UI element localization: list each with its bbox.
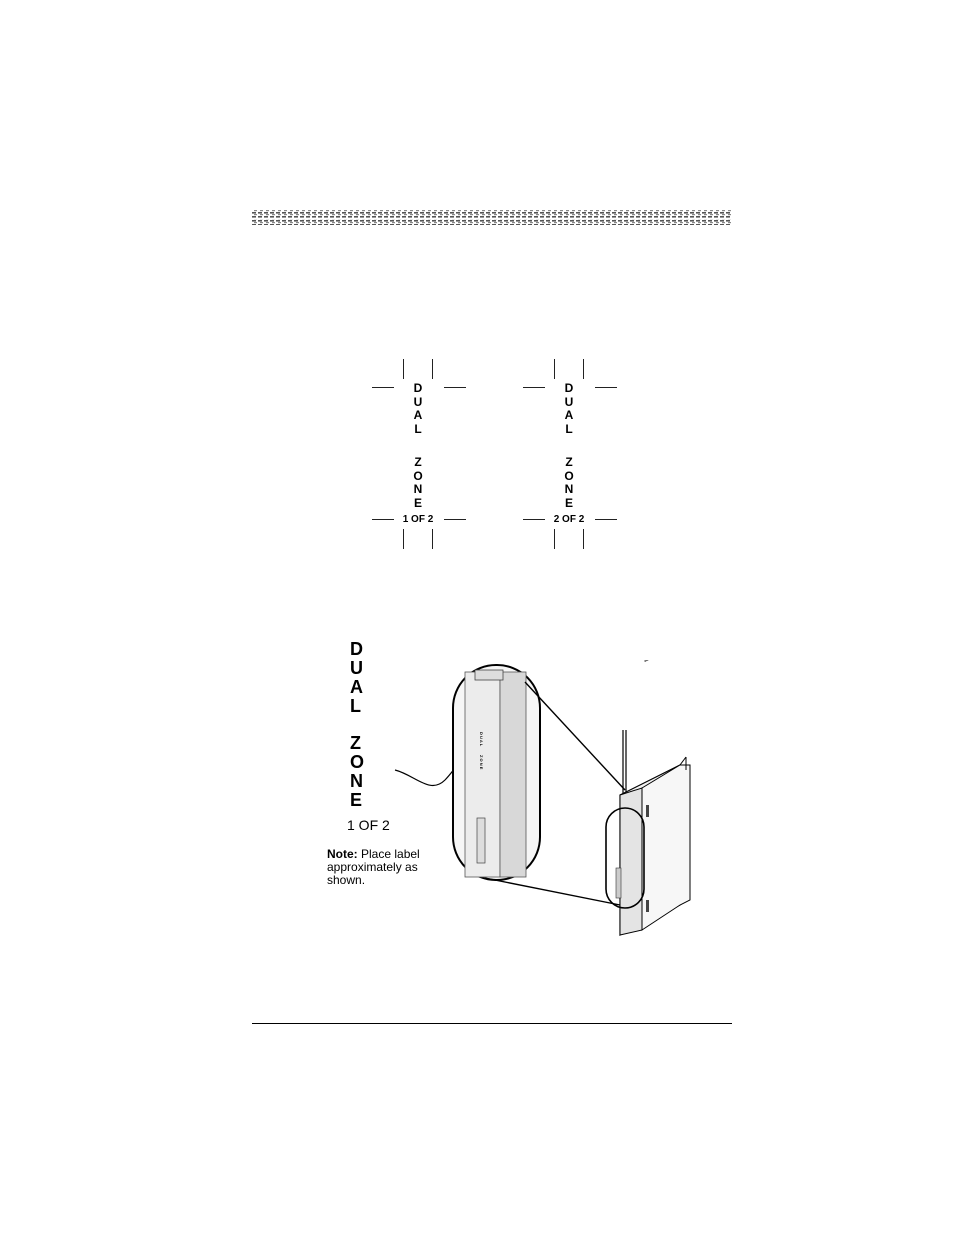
label-letter: N [350,771,363,791]
dual-zone-label-1 [388,382,448,525]
label-letter: N [564,482,574,496]
label-letter: Z [414,455,422,469]
label-letter: E [564,495,573,510]
module-illustration [380,660,720,950]
label-letter: N [413,482,423,496]
header-band [252,208,732,228]
label-letter: Z [565,455,573,469]
label-count: 1 OF 2 [402,514,434,525]
crop-mark [432,359,433,379]
crop-mark [554,359,555,379]
note-label: Note: [327,847,358,861]
example-count: 1 OF 2 [347,817,390,833]
label-letter: U [564,394,574,409]
crop-mark [554,529,555,549]
note-text: Place label approximately as shown. [327,847,420,887]
label-letter: L [414,421,422,436]
label-letter: Z [350,733,361,753]
label-letter: E [413,495,422,510]
label-letter: O [350,752,365,772]
crop-mark [432,529,433,549]
crop-mark [583,359,584,379]
label-letter: U [413,394,423,409]
label-letter: D [564,381,574,395]
label-letter: A [350,677,363,697]
label-count: 2 OF 2 [553,514,585,525]
svg-text:D U A L: D U A L [479,732,484,747]
crop-mark [583,529,584,549]
label-letter: D [350,639,363,659]
label-letter: O [413,468,423,483]
crop-mark [403,529,404,549]
crop-mark [403,359,404,379]
label-letter: O [564,468,574,483]
label-letter: L [350,696,361,716]
label-letter: U [350,658,363,678]
label-letter: L [565,421,573,436]
label-letter: A [413,408,423,422]
label-letter: E [350,790,363,810]
label-letter: A [564,408,574,422]
dual-zone-label-2 [539,382,599,525]
svg-text:Z O N E: Z O N E [479,755,484,770]
label-letter: D [413,381,423,395]
footer-rule [252,1023,732,1024]
